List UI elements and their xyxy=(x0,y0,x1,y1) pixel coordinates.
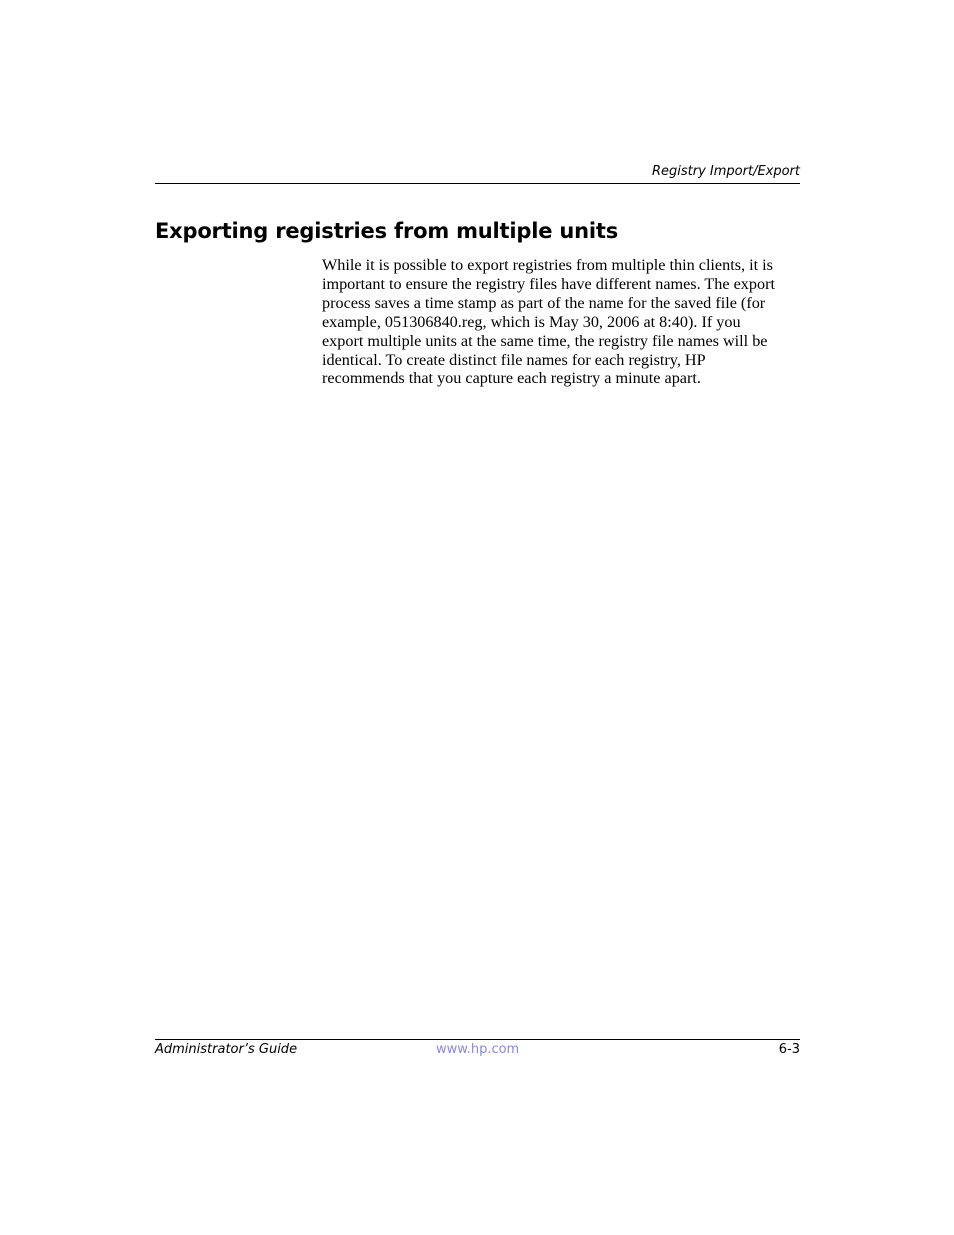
body-line: recommends that you capture each registry a minute apart. xyxy=(322,369,701,388)
body-line: identical. To create distinct file names for each registry, HP xyxy=(322,350,706,369)
running-header: Registry Import/Export xyxy=(651,164,800,179)
body-line: process saves a time stamp as part of the name for the saved file (for xyxy=(322,293,766,312)
footer-website-link[interactable]: www.hp.com xyxy=(436,1042,520,1057)
footer-guide-title: Administrator’s Guide xyxy=(155,1042,298,1057)
body-line: While it is possible to export registries from multiple thin clients, it is xyxy=(322,256,773,274)
body-paragraph xyxy=(322,256,802,388)
body-line: important to ensure the registry files have different names. The export xyxy=(322,274,775,293)
page-footer xyxy=(155,1041,800,1059)
header-rule xyxy=(155,183,800,184)
page-number: 6-3 xyxy=(778,1042,800,1057)
section-title: Exporting registries from multiple units xyxy=(155,219,619,243)
body-line: export multiple units at the same time, the registry file names will be xyxy=(322,331,768,350)
body-line: example, 051306840.reg, which is May 30, 2006 at 8:40). If you xyxy=(322,312,741,331)
footer-rule xyxy=(155,1039,800,1040)
